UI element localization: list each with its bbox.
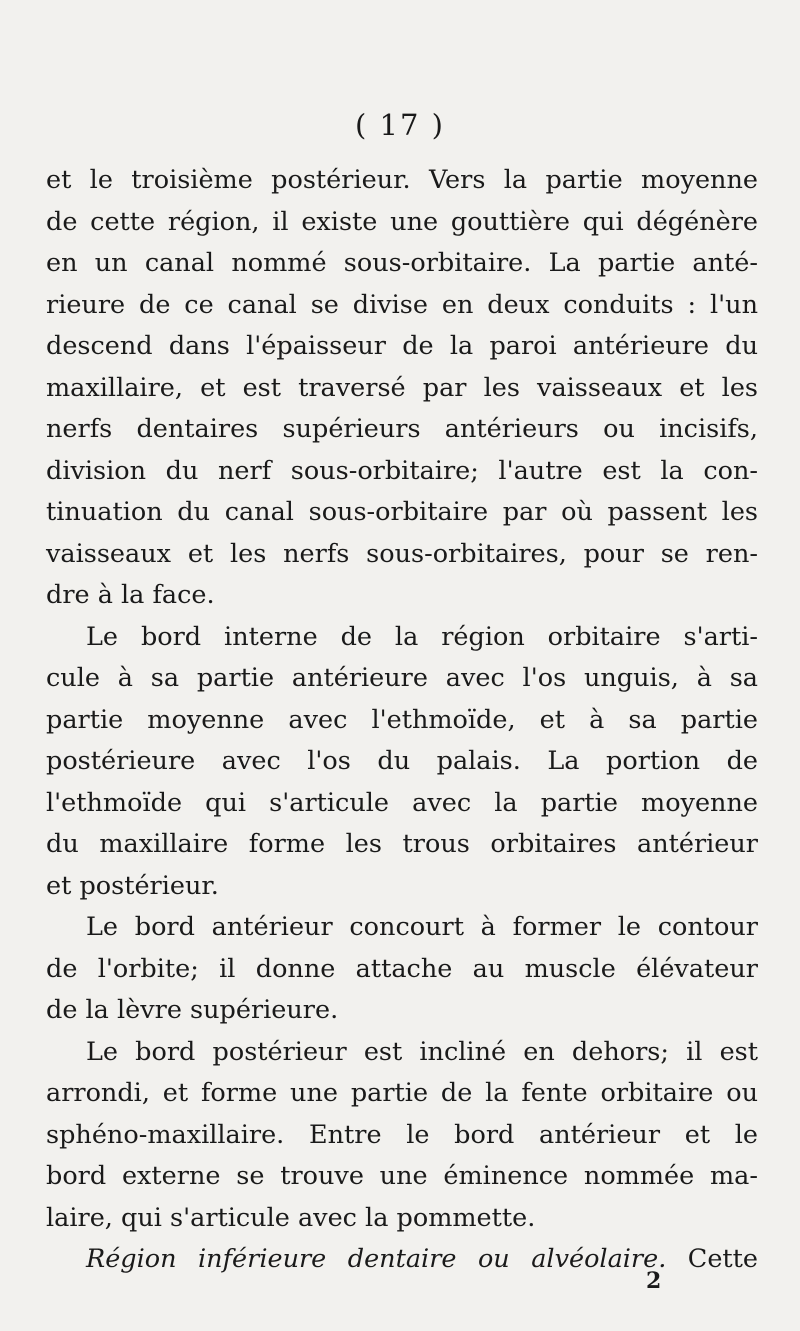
section-heading-continuation: Cette — [666, 1244, 758, 1274]
text-line: de l'orbite; il donne attache au muscle élévateur — [46, 953, 758, 984]
text-line: postérieure avec l'os du palais. La portion de — [46, 746, 758, 776]
paragraph-start-line: Le bord antérieur concourt à former le contour — [86, 912, 758, 942]
text-line: sphéno-maxillaire. Entre le bord antérieur et le — [46, 1119, 758, 1150]
text-line: en un canal nommé sous-orbitaire. La partie anté- — [46, 248, 758, 278]
page-number: ( 17 ) — [355, 108, 445, 142]
text-line: l'ethmoïde qui s'articule avec la partie moyenne — [46, 787, 758, 818]
text-line: bord externe se trouve une éminence nommée ma- — [46, 1161, 758, 1191]
paragraph-start-line: Le bord postérieur est incliné en dehors; il est — [86, 1036, 758, 1067]
section-heading: Région inférieure dentaire ou alvéolaire. — [86, 1244, 667, 1274]
signature-mark: 2 — [646, 1268, 662, 1294]
text-line: nerfs dentaires supérieurs antérieurs ou incisifs, — [46, 414, 758, 444]
paragraph-start-line: Le bord interne de la région orbitaire s'arti- — [86, 621, 758, 652]
text-line: partie moyenne avec l'ethmoïde, et à sa partie — [46, 704, 758, 735]
text-line: arrondi, et forme une partie de la fente orbitaire ou — [46, 1078, 758, 1108]
text-line: maxillaire, et est traversé par les vaisseaux et les — [46, 372, 758, 403]
text-line: tinuation du canal sous-orbitaire par où passent les — [46, 497, 758, 527]
text-line: laire, qui s'articule avec la pommette. — [46, 1202, 536, 1233]
text-line: descend dans l'épaisseur de la paroi antérieure du — [46, 331, 758, 361]
text-line: et le troisième postérieur. Vers la partie moyenne — [46, 165, 758, 195]
text-line: dre à la face. — [46, 580, 215, 610]
text-line: du maxillaire forme les trous orbitaires antérieur — [46, 829, 758, 859]
text-line: de la lèvre supérieure. — [46, 995, 339, 1025]
text-line: et postérieur. — [46, 870, 219, 901]
text-line: de cette région, il existe une gouttière qui dégénère — [46, 206, 758, 237]
text-line: division du nerf sous-orbitaire; l'autre est la con- — [46, 455, 758, 486]
body-text — [46, 160, 758, 1281]
text-line: rieure de ce canal se divise en deux conduits : l'un — [46, 289, 758, 320]
text-line: vaisseaux et les nerfs sous-orbitaires, pour se ren- — [46, 538, 758, 569]
text-line: cule à sa partie antérieure avec l'os unguis, à sa — [46, 663, 758, 693]
